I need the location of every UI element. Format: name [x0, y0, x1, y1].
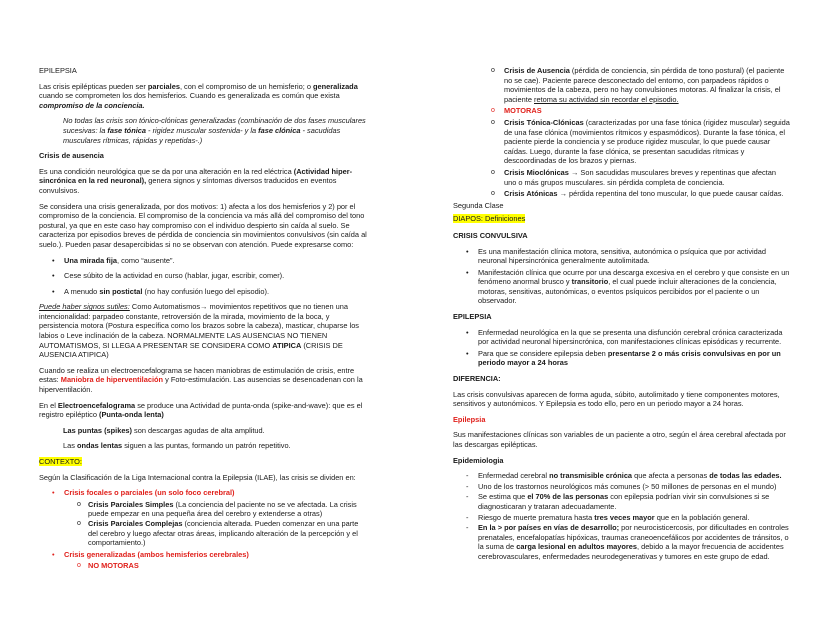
list-item: - Enfermedad cerebral no transmisible crónica que afecta a personas de todas las edades.: [453, 471, 790, 481]
left-column: [39, 66, 367, 577]
diferencia-paragraph: Las crisis convulsivas aparecen de forma aguda, súbito, autolimitado y tiene componentes motores, sensitivos y autonómicos. Y Epilepsia es todo ello, pero en un periodo mayor a 24 horas.: [453, 389, 780, 409]
right-column: [453, 66, 790, 568]
ilae-paragraph: Según la Clasificación de la Liga Internacional contra la Epilepsia (ILAE), las crisis se dividen en:: [39, 472, 356, 482]
list-item: o Crisis Tónica-Clónicas (caracterizadas por una fase tónica (rigidez muscular) seguida de una fase clónica (movimientos rítmicos y espasmódicos). Durante la fase tónica, el paciente pierde la conciencia y se produce rigidez muscular, lo que puede causar caídas. Luego, durante la fase clónica, se presentan sacudidas rítmicas y descoordinadas de los brazos y piernas.: [453, 118, 790, 166]
diferencia-heading: DIFERENCIA:: [453, 374, 501, 384]
epidemiologia-list: [453, 471, 790, 561]
signs-list: [39, 256, 367, 297]
list-item: • Manifestación clínica que ocurre por una descarga excesiva en el cerebro y que consiste en un fenómeno anormal brusco y transitorio, el cual puede incluir alteraciones de la conciencia, motoras, sensitivas, autonómicas, o eventos psíquicos percibidos por el paciente o un observador.: [453, 268, 790, 306]
list-item: - Se estima que el 70% de las personas con epilepsia podrían vivir sin convulsiones si se diagnosticaran y trataran adecuadamente.: [453, 492, 790, 511]
list-item: o NO MOTORAS: [39, 561, 367, 571]
segunda-clase-label: Segunda Clase: [453, 200, 504, 210]
tonic-clonic-note: No todas las crisis son tónico-clónicas generalizadas (combinación de dos fases musculares sucesivas: la fase tónica - rigidez muscular sostenida- y la fase clónica - sacudidas musculares rítmicas, rápidas y repetidas-.): [63, 116, 366, 145]
contexto-label: CONTEXTO:: [39, 457, 82, 466]
epidemiologia-heading: Epidemiologia: [453, 455, 504, 465]
list-item: - En la > por países en vías de desarrollo; por neurocisticercosis, por dificultades en controles prenatales, encefalopatías hipóxicas, traumas craneoencefálicos por accidentes de tránsitos, o la suma de carga lesional en adultos mayores, debido a la mayor frecuencia de accidentes cerebrovasculares, enfermedades neurodegenerativas y tumores en este grupo de edad.: [453, 523, 790, 561]
eeg-paragraph-1: Cuando se realiza un electroencefalograma se hacen maniobras de estimulación de crisis, entre estas: Maniobra de hiperventilación y Foto-estimulación. Las ausencias se desencadenan con la hiperventilación.: [39, 365, 363, 395]
list-item: - Uno de los trastornos neurológicos más comunes (> 50 millones de personas en el mundo): [453, 482, 790, 492]
ilae-classification-list: [39, 488, 367, 571]
eeg-paragraph-2: En el Electroencefalograma se produce una Actividad de punta-onda (spike-and-wave): que es el registro epiléptico (Punta-onda lenta): [39, 400, 363, 420]
manifestations-paragraph: Sus manifestaciones clínicas son variables de un paciente a otro, según el área cerebral afectada por las descargas epilépticas.: [453, 430, 786, 449]
spikes-line: Las puntas (spikes) son descargas agudas de alta amplitud.: [63, 425, 265, 435]
subtle-signs-paragraph: Puede haber signos sutiles: Como Automatismos→ movimientos repetitivos que no tienen una intencionalidad: parpadeo constante, retroversión de la mirada, movimiento de la boca, y persistencia motora (Postura específica como los brazos sobre la cabeza), masticar, chuparse los labios o Leve inclinación de la cabeza. NORMALMENTE LAS AUSENCIAS NO TIENEN AUTOMATISMOS, SI LLEGA A PRESENTAR SE CONSIDERA COMO ATIPICA (CRISIS DE AUSENCIA ATIPICA): [39, 302, 359, 360]
list-item: • Cese súbito de la actividad en curso (hablar, jugar, escribir, comer).: [39, 271, 367, 281]
list-item: o Crisis Parciales Complejas (conciencia alterada. Pueden comenzar en una parte del cerebro y luego afectar otras áreas, implicando alteración de la percepción y el comportamiento.): [39, 519, 367, 548]
crisis-convulsiva-heading: CRISIS CONVULSIVA: [453, 230, 528, 240]
list-item: • A menudo sin postictal (no hay confusión luego del episodio).: [39, 287, 367, 297]
epilepsia-list: [453, 328, 790, 368]
doc-title: EPILEPSIA: [39, 66, 77, 75]
list-item: - Riesgo de muerte prematura hasta tres veces mayor que en la población general.: [453, 513, 790, 523]
list-item: • Crisis generalizadas (ambos hemisferios cerebrales): [39, 550, 367, 560]
ausencia-paragraph-1: Es una condición neurológica que se da por una alteración en la red eléctrica (Actividad hiper-sincrónica en la red neuronal), genera signos y síntomas diversos traducidos en eventos convulsivos.: [39, 166, 353, 195]
list-item: • Enfermedad neurológica en la que se presenta una disfunción cerebral crónica caracterizada por actividad neuronal hipersincrónica, con manifestaciones clínicas episódicas y recurrente.: [453, 328, 790, 347]
list-item: • Para que se considere epilepsia deben presentarse 2 o más crisis convulsivas en por un periodo mayor a 24 horas: [453, 349, 790, 368]
list-item: o Crisis Mioclónicas → Son sacudidas musculares breves y repentinas que afectan uno o más grupos musculares. sin pérdida completa de conciencia.: [453, 168, 790, 187]
intro-paragraph: Las crisis epilépticas pueden ser parciales, con el compromiso de un hemisferio; o generalizada cuando se comprometen los dos hemisferios. Cuando es generalizada es común que exista compromiso de la conciencia.: [39, 81, 358, 110]
diapos-label: DIAPOS: Definiciones: [453, 214, 526, 224]
list-item: • Una mirada fija, como “ausente”.: [39, 256, 367, 266]
ausencia-heading: Crisis de ausencia: [39, 151, 104, 161]
list-item: o Crisis Parciales Simples (La conciencia del paciente no se ve afectada. La crisis puede empezar en una pequeña área del cerebro y extenderse a otras): [39, 500, 367, 519]
list-item: • Es una manifestación clínica motora, sensitiva, autonómica o psíquica que por actividad neuronal hipersincrónica generalmente autolimitada.: [453, 247, 790, 266]
list-item: o MOTORAS: [453, 106, 790, 116]
list-item: o Crisis de Ausencia (pérdida de conciencia, sin pérdida de tono postural) (el paciente no se cae). Paciente parece desconectado del entorno, con parpadeos rápidos o movimientos de la cabeza, pero no hay convulsiones motoras. Al finalizar la crisis, el paciente retoma su actividad sin recordar el episodio.: [453, 66, 790, 104]
waves-line: Las ondas lentas siguen a las puntas, formando un patrón repetitivo.: [63, 441, 291, 451]
crisis-convulsiva-list: [453, 247, 790, 307]
epilepsia-red-heading: Epilepsia: [453, 414, 486, 424]
generalized-types-list: [453, 66, 790, 199]
list-item: o Crisis Atónicas → pérdida repentina del tono muscular, lo que puede causar caídas.: [453, 189, 790, 199]
list-item: • Crisis focales o parciales (un solo foco cerebral): [39, 488, 367, 498]
ausencia-paragraph-2: Se considera una crisis generalizada, por dos motivos: 1) afecta a los dos hemisferios y 2) por el compromiso de la conciencia. El compromiso de la conciencia va más allá del compromiso del tono postural, ya que en este caso hay compromiso con el individuo despierto sin caída al suelo. Se caracteriza por episodios breves de pérdida de conciencia sin movimientos convulsivos (sin caída al suelo.). Pueden pasar desapercibidas si no se observan con atención. Puede expresarse como:: [39, 201, 367, 249]
epilepsia-heading: EPILEPSIA: [453, 312, 492, 322]
